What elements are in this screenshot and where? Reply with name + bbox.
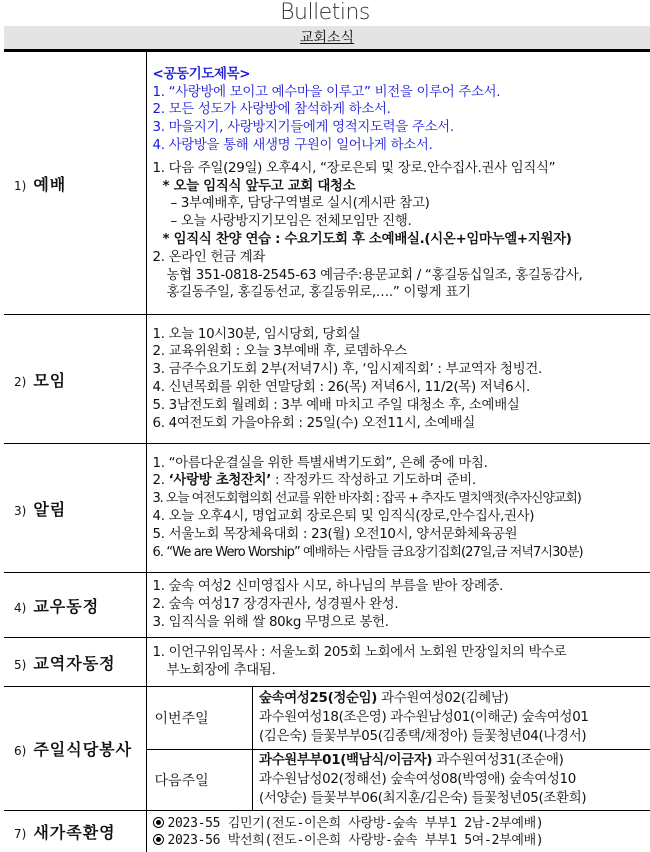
section-number: 2) (14, 374, 27, 389)
list-item: – 오늘 사랑방지기모임은 전체모임만 진행. (170, 214, 412, 230)
page-title: Bulletins (280, 0, 370, 25)
radio-bullet-icon (153, 817, 164, 828)
list-item: 부노회장에 추대됨. (166, 663, 276, 678)
list-text: : 작정카드 작성하고 기도하며 준비. (271, 473, 476, 489)
service-teams (253, 749, 650, 810)
section-content (146, 573, 650, 638)
list-item: 1. 오늘 10시30분, 임시당회, 당회실 (152, 326, 361, 342)
service-teams (253, 687, 650, 749)
service-week-label: 다음주일 (147, 749, 253, 810)
section-content (146, 315, 650, 444)
section-row-meetings (4, 315, 650, 444)
section-title: 주일식당봉사 (33, 740, 133, 759)
prayer-item: 3. 마을지기, 사랑방지기들에게 영적지도력을 주소서. (152, 120, 454, 136)
list-item: 3. 임직식을 위해 쌀 80kg 무명으로 봉헌. (152, 614, 389, 630)
section-label (4, 52, 146, 315)
section-number: 6) (14, 744, 27, 758)
section-number: 5) (14, 657, 27, 672)
team-text: 과수원여성31(조순애) (432, 753, 564, 769)
list-item: 5. 3남전도회 월례회 : 3부 예배 마치고 주일 대청소 후, 소예배실 (152, 397, 520, 413)
section-row-worship (4, 52, 650, 315)
section-label (4, 315, 146, 444)
service-schedule (147, 687, 650, 810)
section-row-kitchen-service (4, 687, 650, 811)
list-item: 1. 다음 주일(29일) 오후4시, “장로은퇴 및 장로.안수집사.권사 임직식” (152, 160, 556, 176)
list-item: 6. 4여전도회 가을야유회 : 25일(수) 오전11시, 소예배실 (152, 415, 475, 431)
list-item: 1. 숲속 여성2 신미영집사 시모, 하나님의 부름을 받아 장례중. (152, 579, 504, 595)
list-item: 홍길동주일, 홍길동선교, 홍길동위로,….” 이렇게 표기 (166, 285, 471, 301)
list-item: 3. 오늘 여전도회협의회 선교를 위한 바자회 : 잡곡 + 추자도 멸치액젓(추자신양교회) (152, 491, 581, 507)
section-content (146, 638, 650, 687)
section-content (146, 687, 650, 811)
section-label (4, 444, 146, 573)
list-item: 1. 이언구위임목사 : 서울노회 205회 노회에서 노회원 만장일치의 박수로 (152, 645, 567, 661)
list-item (153, 815, 647, 832)
list-item: 2. 숲속 여성17 장경자권사, 성경필사 완성. (152, 597, 399, 613)
new-family-entry: 2023-55 김민기(전도-이은희 사랑방-숲속 부부1 2남-2부예배) (167, 815, 544, 831)
list-item: 6. “We are Wero Worship” 예배하는 사람들 금요장기집회(27일,금 저녁7시30분) (152, 544, 583, 560)
list-item: – 3부예배후, 담당구역별로 실시(게시판 참고) (170, 196, 430, 212)
section-title: 예배 (33, 174, 67, 194)
new-family-entry: 2023-56 박선희(전도-이은희 사랑방-숲속 부부1 5여-2부예배) (167, 832, 544, 848)
prayer-title: <공동기도제목> (152, 66, 251, 82)
team-text: 과수원여성18(조은영) 과수원남성01(이해군) 숲속여성01 (259, 710, 589, 726)
team-text: 과수원남성02(정해선) 숲속여성08(박영애) 숲속여성10 (259, 772, 576, 788)
list-item (153, 832, 647, 849)
highlight-text: ‘사랑방 초청잔치’ (168, 473, 272, 489)
prayer-item: 1. “사랑방에 모이고 예수마을 이루고” 비전을 이루어 주소서. (152, 84, 501, 100)
section-row-pastor-news (4, 638, 650, 687)
section-header-title: 교회소식 (299, 30, 355, 46)
section-content (146, 811, 650, 852)
section-label (4, 811, 146, 852)
section-title: 알림 (33, 499, 67, 519)
section-row-member-news (4, 573, 650, 638)
list-item: 3. 금주수요기도회 2부(저녁7시) 후, ‘임시제직회’ : 부교역자 청빙건. (152, 362, 542, 378)
prayer-item: 2. 모든 성도가 사랑방에 참석하게 하소서. (152, 102, 391, 118)
section-header-band (4, 26, 650, 51)
prayer-item: 4. 사랑방을 통해 새생명 구원이 일어나게 하소서. (152, 138, 433, 153)
radio-bullet-icon (153, 834, 164, 845)
section-title: 교역자동정 (33, 653, 116, 673)
list-item: 2. 교육위원회 : 오늘 3부예배 후, 로뎀하우스 (152, 344, 407, 360)
list-item: 5. 서울노회 목장체육대회 : 23(월) 오전10시, 양서문화체육공원 (152, 526, 518, 542)
section-row-new-family (4, 811, 650, 852)
list-item: 4. 신년목회를 위한 연말당회 : 26(목) 저녁6시, 11/2(목) 저녁6시. (152, 380, 530, 395)
team-text: (김은숙) 들꽃부부05(김종택/채정아) 들꽃청년04(나경서) (259, 729, 587, 745)
lead-team: 과수원부부01(백남식/이금자) (259, 753, 433, 769)
list-item: 농협 351-0818-2545-63 예금주:용문교회 / “홍길동십일조, 홍길동감사, (166, 267, 583, 283)
list-item: * 임직식 찬양 연습 : 수요기도회 후 소예배실.(시온+임마누엘+지원자) (162, 231, 572, 247)
list-item: 1. “아름다운결실을 위한 특별새벽기도회”, 은혜 중에 마침. (152, 455, 488, 471)
section-label (4, 573, 146, 638)
section-label (4, 687, 146, 811)
team-text: 과수원여성02(김혜남) (377, 691, 509, 707)
section-content (146, 52, 650, 315)
service-row-next-week (147, 749, 650, 810)
section-number: 4) (14, 600, 27, 615)
lead-team: 숲속여성25(정순임) (259, 691, 378, 707)
section-content (146, 444, 650, 573)
section-number: 1) (14, 178, 27, 193)
section-title: 교우동정 (33, 596, 100, 616)
section-label (4, 638, 146, 687)
section-number: 7) (14, 827, 27, 841)
section-number: 3) (14, 503, 27, 518)
team-text: (서양순) 들꽃부부06(최지훈/김은숙) 들꽃청년05(조환희) (259, 791, 587, 807)
service-row-this-week (147, 687, 650, 749)
list-item (153, 472, 647, 490)
list-number: 2. (152, 473, 169, 489)
list-item: 2. 온라인 헌금 계좌 (152, 249, 265, 265)
service-week-label: 이번주일 (147, 687, 253, 749)
list-item: 4. 오늘 오후4시, 명업교회 장로은퇴 및 임직식(장로,안수집사,권사) (152, 509, 535, 524)
section-title: 모임 (33, 370, 67, 390)
bulletin-table (4, 51, 650, 852)
section-title: 새가족환영 (33, 823, 116, 842)
list-item: * 오늘 임직식 앞두고 교회 대청소 (162, 178, 356, 194)
section-row-announcements (4, 444, 650, 573)
